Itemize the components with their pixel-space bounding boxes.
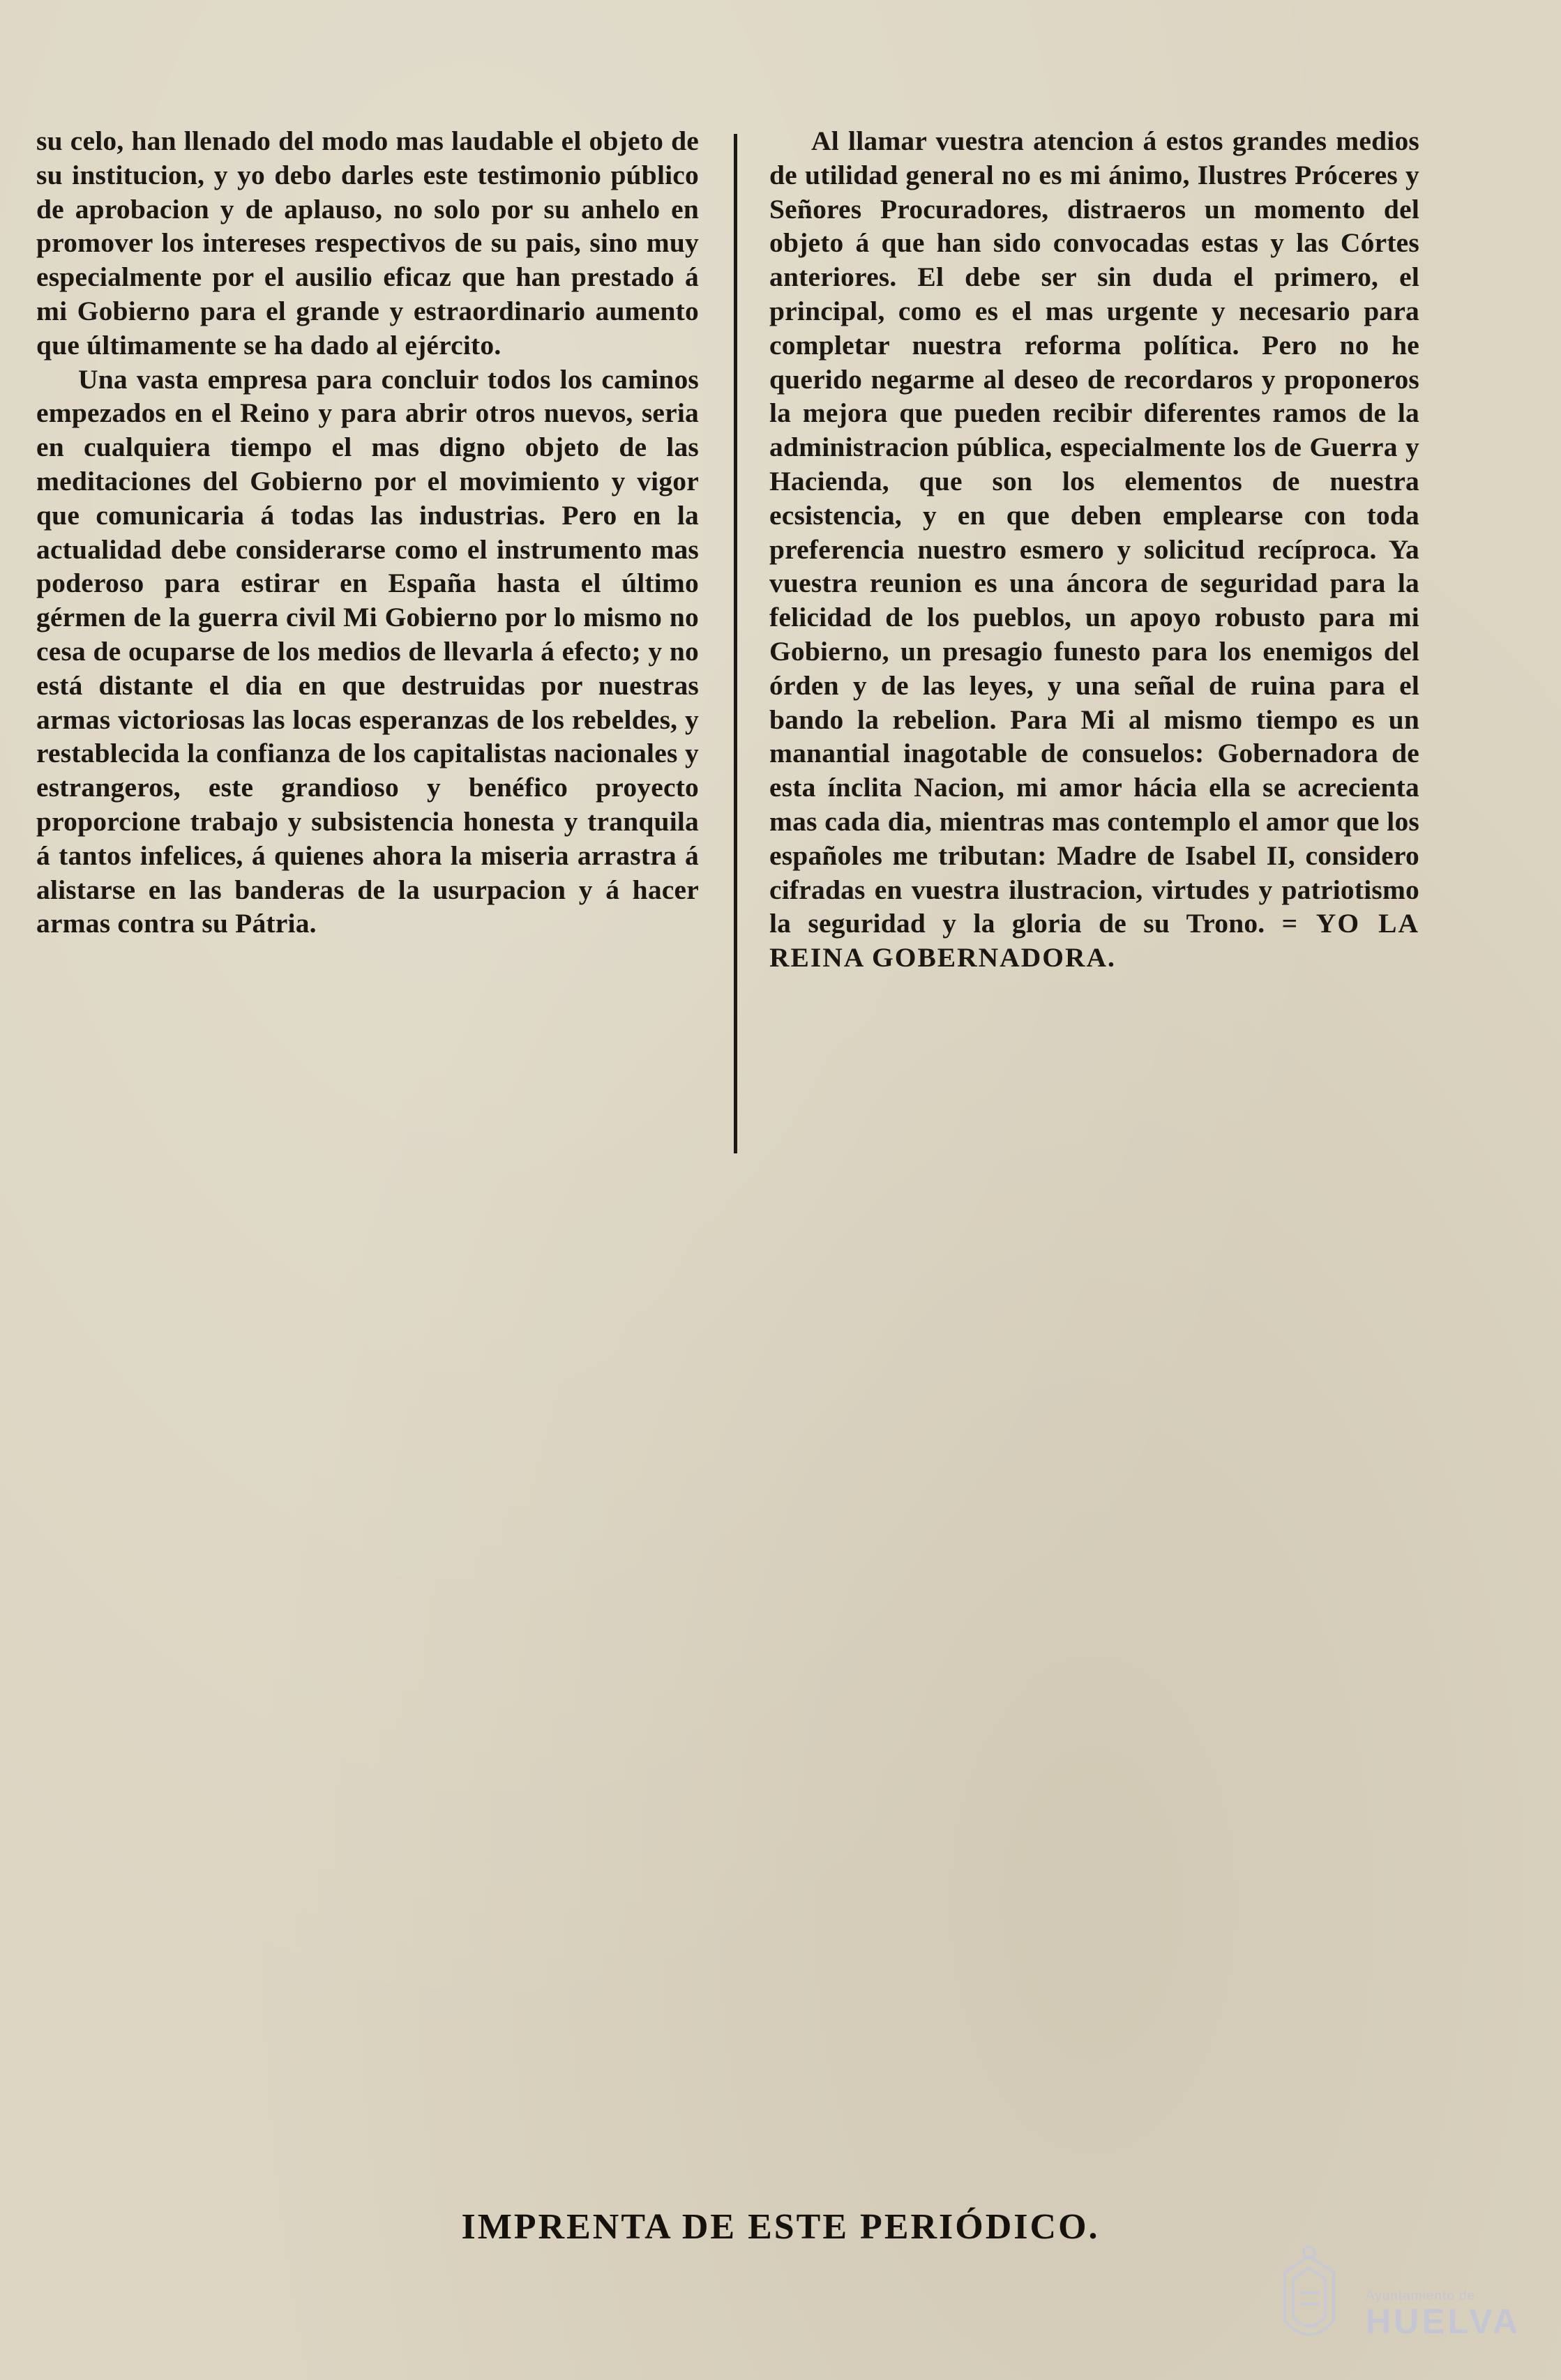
watermark-line-1: Ayuntamiento de: [1366, 2289, 1476, 2303]
left-paragraph-2: Una vasta empresa para concluir todos los caminos empezados en el Reino y para abrir otros nuevos, seria en cualquiera tiempo el mas digno objeto de las meditaciones del Gobierno por el movimiento y vigor que comunicaria á todas las industrias. Pero en la actualidad debe considerarse como el instrumento mas poderoso para estirar en España hasta el último gérmen de la guerra civil Mi Gobierno por lo mismo no cesa de ocuparse de los medios de llevarla á efecto; y no está distante el dia en que destruidas por nuestras armas victoriosas las locas esperanzas de los rebeldes, y restablecida la confianza de los capitalistas nacionales y estrangeros, este grandioso y benéfico proyecto proporcione trabajo y subsistencia honesta y tranquila á tantos infelices, á quienes ahora la miseria arrastra á alistarse en las banderas de la usurpacion y á hacer armas contra su Pátria.: [36, 363, 699, 939]
right-column: [769, 124, 1419, 975]
crest-icon: [1285, 2247, 1334, 2335]
royal-signature: = YO LA REINA GOBERNADORA.: [769, 908, 1419, 973]
watermark-line-2: HUELVA: [1366, 2302, 1521, 2341]
column-divider: [734, 134, 737, 1153]
printer-imprint: IMPRENTA DE ESTE PERIÓDICO.: [461, 2207, 1100, 2247]
right-paragraph-text: Al llamar vuestra atencion á estos grandes medios de utilidad general no es mi ánimo, Ilustres Próceres y Señores Procuradores, distraeros un momento del objeto á que han sido convocadas estas y las Córtes anteriores. El debe ser sin duda el primero, el principal, como es el mas urgente y necesario para completar nuestra reforma política. Pero no he querido negarme al deseo de recordaros y proponeros la mejora que pueden recibir diferentes ramos de la administracion pública, especialmente los de Guerra y Hacienda, que son los elementos de nuestra ecsistencia, y en que deben emplearse con toda preferencia nuestro esmero y solicitud recíproca. Ya vuestra reunion es una áncora de seguridad para la felicidad de los pueblos, un apoyo robusto para mi Gobierno, un presagio funesto para los enemigos del órden y de las leyes, y una señal de ruina para el bando la rebelion. Para Mi al mismo tiempo es un manantial inagotable de consuelos: Gobernadora de esta ínclita Nacion, mi amor hácia ella se acrecienta mas cada dia, mientras mas contemplo el amor que los españoles me tributan: Madre de Isabel II, considero cifradas en vuestra ilustracion, virtudes y patriotismo la seguridad y la gloria de su Trono.: [769, 126, 1419, 939]
watermark-text: [1366, 2289, 1521, 2342]
right-paragraph-1: [769, 124, 1419, 975]
left-paragraph-1: su celo, han llenado del modo mas laudable el objeto de su institucion, y yo debo darles este testimonio público de aprobacion y de aplauso, no solo por su anhelo en promover los intereses respectivos de su pais, sino muy especialmente por el ausilio eficaz que han prestado á mi Gobierno para el grande y estraordinario aumento que últimamente se ha dado al ejército.: [36, 126, 699, 361]
left-column: [36, 124, 699, 941]
